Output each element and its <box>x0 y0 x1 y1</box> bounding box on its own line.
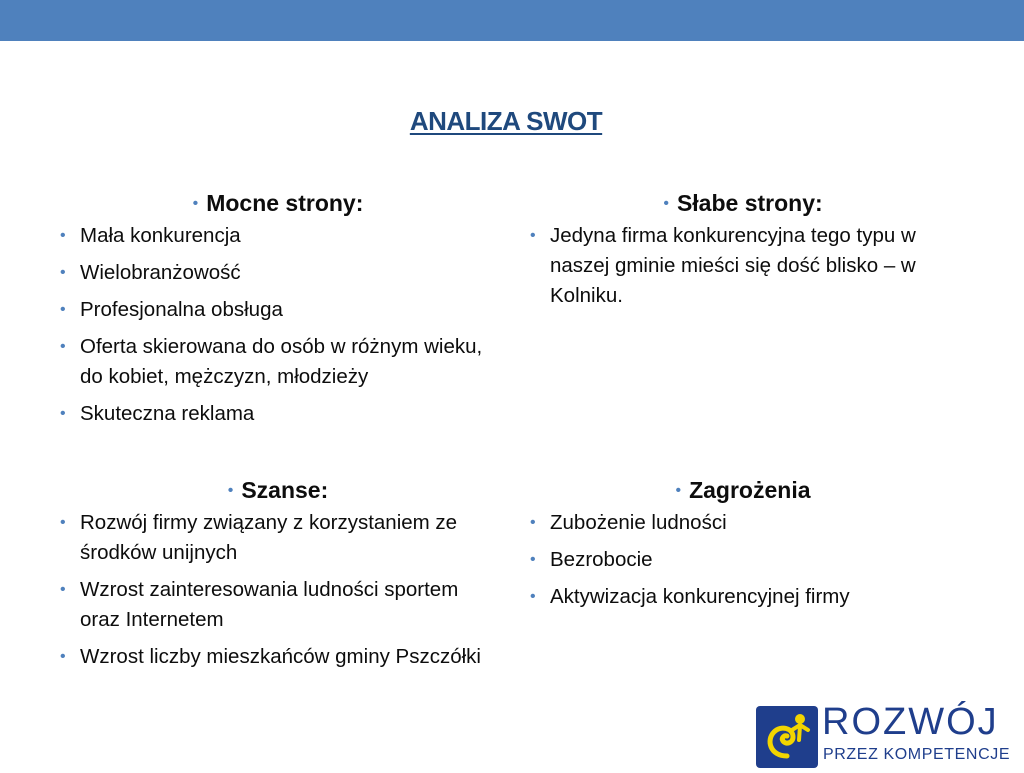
list-item: • Aktywizacja konkurencyjnej firmy <box>528 582 958 612</box>
opportunities-section <box>58 476 498 679</box>
strengths-section <box>58 189 498 436</box>
threats-list <box>528 508 958 612</box>
logo-subtitle: PRZEZ KOMPETENCJE <box>823 746 1011 763</box>
list-item: • Skuteczna reklama <box>58 399 498 429</box>
list-item: • Wielobranżowość <box>58 258 498 288</box>
slide-title <box>0 106 1012 137</box>
weaknesses-list <box>528 221 958 311</box>
top-bar <box>0 0 1024 41</box>
heading-bullet-icon: • <box>663 195 669 212</box>
slide-title-text: ANALIZA SWOT <box>409 106 603 136</box>
strengths-list <box>58 221 498 429</box>
list-item: • Mała konkurencja <box>58 221 498 251</box>
list-item: • Oferta skierowana do osób w różnym wieku, do kobiet, mężczyzn, młodzieży <box>58 332 498 392</box>
weaknesses-heading <box>528 189 958 221</box>
heading-bullet-icon: • <box>675 482 682 499</box>
spiral-person-logo-icon <box>756 706 818 768</box>
strengths-heading-text: Mocne strony: <box>206 190 364 216</box>
weaknesses-heading-text: Słabe strony: <box>676 190 823 216</box>
heading-bullet-icon: • <box>227 482 234 499</box>
threats-heading-text: Zagrożenia <box>689 477 811 503</box>
list-item: • Profesjonalna obsługa <box>58 295 498 325</box>
list-item: • Bezrobocie <box>528 545 958 575</box>
list-item: • Zubożenie ludności <box>528 508 958 538</box>
strengths-heading <box>58 189 498 221</box>
threats-section <box>528 476 958 619</box>
threats-heading <box>528 476 958 508</box>
list-item: • Rozwój firmy związany z korzystaniem ze środków unijnych <box>58 508 498 568</box>
logo-wordmark: ROZWÓJ <box>822 701 999 743</box>
opportunities-heading-text: Szanse: <box>241 477 329 503</box>
heading-bullet-icon: • <box>192 195 199 212</box>
list-item: • Wzrost zainteresowania ludności sportem oraz Internetem <box>58 575 498 635</box>
list-item: • Jedyna firma konkurencyjna tego typu w naszej gminie mieści się dość blisko – w Kolniku. <box>528 221 958 311</box>
opportunities-heading <box>58 476 498 508</box>
opportunities-list <box>58 508 498 672</box>
rozwoj-logo <box>756 702 1024 768</box>
weaknesses-section <box>528 189 958 318</box>
list-item: • Wzrost liczby mieszkańców gminy Pszczółki <box>58 642 498 672</box>
